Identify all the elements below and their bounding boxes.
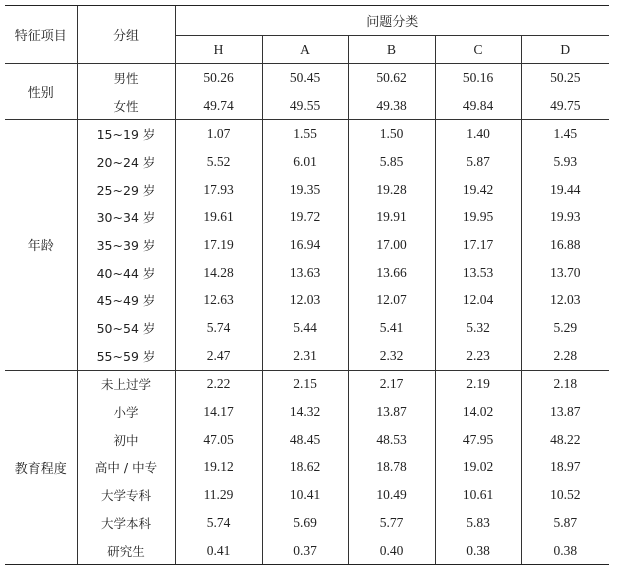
group-label: 研究生 (77, 537, 175, 565)
value-cell: 18.62 (262, 454, 348, 482)
value-cell: 50.26 (175, 64, 262, 92)
value-cell: 19.95 (435, 203, 521, 231)
table-row (5, 370, 609, 398)
group-label: 40~44 岁 (77, 259, 175, 287)
value-cell: 5.69 (262, 509, 348, 537)
group-label: 女性 (77, 92, 175, 120)
value-cell: 5.29 (521, 314, 609, 342)
value-cell: 19.12 (175, 454, 262, 482)
value-cell: 13.70 (521, 259, 609, 287)
value-cell: 5.32 (435, 314, 521, 342)
value-cell: 50.16 (435, 64, 521, 92)
table-row (5, 287, 609, 315)
value-cell: 48.22 (521, 426, 609, 454)
table-row (5, 120, 609, 148)
value-cell: 6.01 (262, 148, 348, 176)
value-cell: 5.87 (521, 509, 609, 537)
group-label: 30~34 岁 (77, 203, 175, 231)
value-cell: 1.07 (175, 120, 262, 148)
value-cell: 19.02 (435, 454, 521, 482)
value-cell: 19.28 (348, 176, 435, 204)
value-cell: 48.45 (262, 426, 348, 454)
value-cell: 14.28 (175, 259, 262, 287)
value-cell: 17.00 (348, 231, 435, 259)
table-row (5, 203, 609, 231)
value-cell: 10.52 (521, 481, 609, 509)
value-cell: 18.97 (521, 454, 609, 482)
value-cell: 49.84 (435, 92, 521, 120)
value-cell: 16.88 (521, 231, 609, 259)
value-cell: 10.41 (262, 481, 348, 509)
value-cell: 11.29 (175, 481, 262, 509)
value-cell: 0.38 (521, 537, 609, 565)
value-cell: 49.75 (521, 92, 609, 120)
value-cell: 2.28 (521, 342, 609, 370)
section-feature-label: 教育程度 (5, 370, 77, 565)
table-row (5, 454, 609, 482)
table-header (5, 6, 609, 64)
value-cell: 2.18 (521, 370, 609, 398)
section-feature-label: 年龄 (5, 120, 77, 370)
header-col-c: C (435, 36, 521, 64)
group-label: 未上过学 (77, 370, 175, 398)
header-col-b: B (348, 36, 435, 64)
group-label: 初中 (77, 426, 175, 454)
group-label: 25~29 岁 (77, 176, 175, 204)
header-col-h: H (175, 36, 262, 64)
table-row (5, 92, 609, 120)
value-cell: 48.53 (348, 426, 435, 454)
group-label: 小学 (77, 398, 175, 426)
value-cell: 5.85 (348, 148, 435, 176)
value-cell: 5.52 (175, 148, 262, 176)
value-cell: 19.91 (348, 203, 435, 231)
value-cell: 16.94 (262, 231, 348, 259)
table-row (5, 231, 609, 259)
value-cell: 14.17 (175, 398, 262, 426)
value-cell: 13.87 (521, 398, 609, 426)
value-cell: 13.66 (348, 259, 435, 287)
table-row (5, 342, 609, 370)
header-col-a: A (262, 36, 348, 64)
value-cell: 12.04 (435, 287, 521, 315)
value-cell: 10.61 (435, 481, 521, 509)
value-cell: 13.63 (262, 259, 348, 287)
value-cell: 2.17 (348, 370, 435, 398)
value-cell: 49.74 (175, 92, 262, 120)
value-cell: 5.83 (435, 509, 521, 537)
value-cell: 47.05 (175, 426, 262, 454)
table-row (5, 148, 609, 176)
value-cell: 2.31 (262, 342, 348, 370)
group-label: 男性 (77, 64, 175, 92)
value-cell: 5.44 (262, 314, 348, 342)
table-row (5, 481, 609, 509)
value-cell: 49.55 (262, 92, 348, 120)
value-cell: 1.45 (521, 120, 609, 148)
value-cell: 0.38 (435, 537, 521, 565)
value-cell: 2.47 (175, 342, 262, 370)
group-label: 高中 / 中专 (77, 454, 175, 482)
value-cell: 1.55 (262, 120, 348, 148)
header-category: 问题分类 (175, 6, 609, 36)
value-cell: 5.41 (348, 314, 435, 342)
table-row (5, 64, 609, 92)
header-group: 分组 (77, 6, 175, 64)
value-cell: 5.77 (348, 509, 435, 537)
value-cell: 2.32 (348, 342, 435, 370)
value-cell: 0.37 (262, 537, 348, 565)
value-cell: 12.07 (348, 287, 435, 315)
group-label: 20~24 岁 (77, 148, 175, 176)
group-label: 45~49 岁 (77, 287, 175, 315)
table-row (5, 314, 609, 342)
table-row (5, 509, 609, 537)
value-cell: 1.40 (435, 120, 521, 148)
statistics-table (5, 5, 609, 565)
group-label: 大学专科 (77, 481, 175, 509)
value-cell: 5.93 (521, 148, 609, 176)
table-row (5, 426, 609, 454)
value-cell: 50.62 (348, 64, 435, 92)
value-cell: 47.95 (435, 426, 521, 454)
value-cell: 12.63 (175, 287, 262, 315)
table-row (5, 259, 609, 287)
statistics-table-container (5, 5, 609, 565)
table-row (5, 176, 609, 204)
table-body (5, 64, 609, 565)
value-cell: 49.38 (348, 92, 435, 120)
value-cell: 14.32 (262, 398, 348, 426)
value-cell: 0.40 (348, 537, 435, 565)
value-cell: 19.72 (262, 203, 348, 231)
header-col-d: D (521, 36, 609, 64)
value-cell: 17.93 (175, 176, 262, 204)
value-cell: 17.17 (435, 231, 521, 259)
value-cell: 10.49 (348, 481, 435, 509)
value-cell: 5.74 (175, 509, 262, 537)
value-cell: 19.44 (521, 176, 609, 204)
value-cell: 17.19 (175, 231, 262, 259)
value-cell: 19.42 (435, 176, 521, 204)
value-cell: 13.53 (435, 259, 521, 287)
group-label: 35~39 岁 (77, 231, 175, 259)
value-cell: 12.03 (262, 287, 348, 315)
value-cell: 19.93 (521, 203, 609, 231)
group-label: 大学本科 (77, 509, 175, 537)
value-cell: 2.15 (262, 370, 348, 398)
value-cell: 1.50 (348, 120, 435, 148)
value-cell: 0.41 (175, 537, 262, 565)
value-cell: 12.03 (521, 287, 609, 315)
header-feature: 特征项目 (5, 6, 77, 64)
table-row (5, 398, 609, 426)
value-cell: 50.45 (262, 64, 348, 92)
group-label: 55~59 岁 (77, 342, 175, 370)
value-cell: 5.74 (175, 314, 262, 342)
section-feature-label: 性别 (5, 64, 77, 120)
value-cell: 13.87 (348, 398, 435, 426)
group-label: 15~19 岁 (77, 120, 175, 148)
value-cell: 2.19 (435, 370, 521, 398)
value-cell: 50.25 (521, 64, 609, 92)
value-cell: 2.23 (435, 342, 521, 370)
table-row (5, 537, 609, 565)
value-cell: 19.61 (175, 203, 262, 231)
value-cell: 18.78 (348, 454, 435, 482)
value-cell: 2.22 (175, 370, 262, 398)
value-cell: 14.02 (435, 398, 521, 426)
value-cell: 19.35 (262, 176, 348, 204)
value-cell: 5.87 (435, 148, 521, 176)
group-label: 50~54 岁 (77, 314, 175, 342)
